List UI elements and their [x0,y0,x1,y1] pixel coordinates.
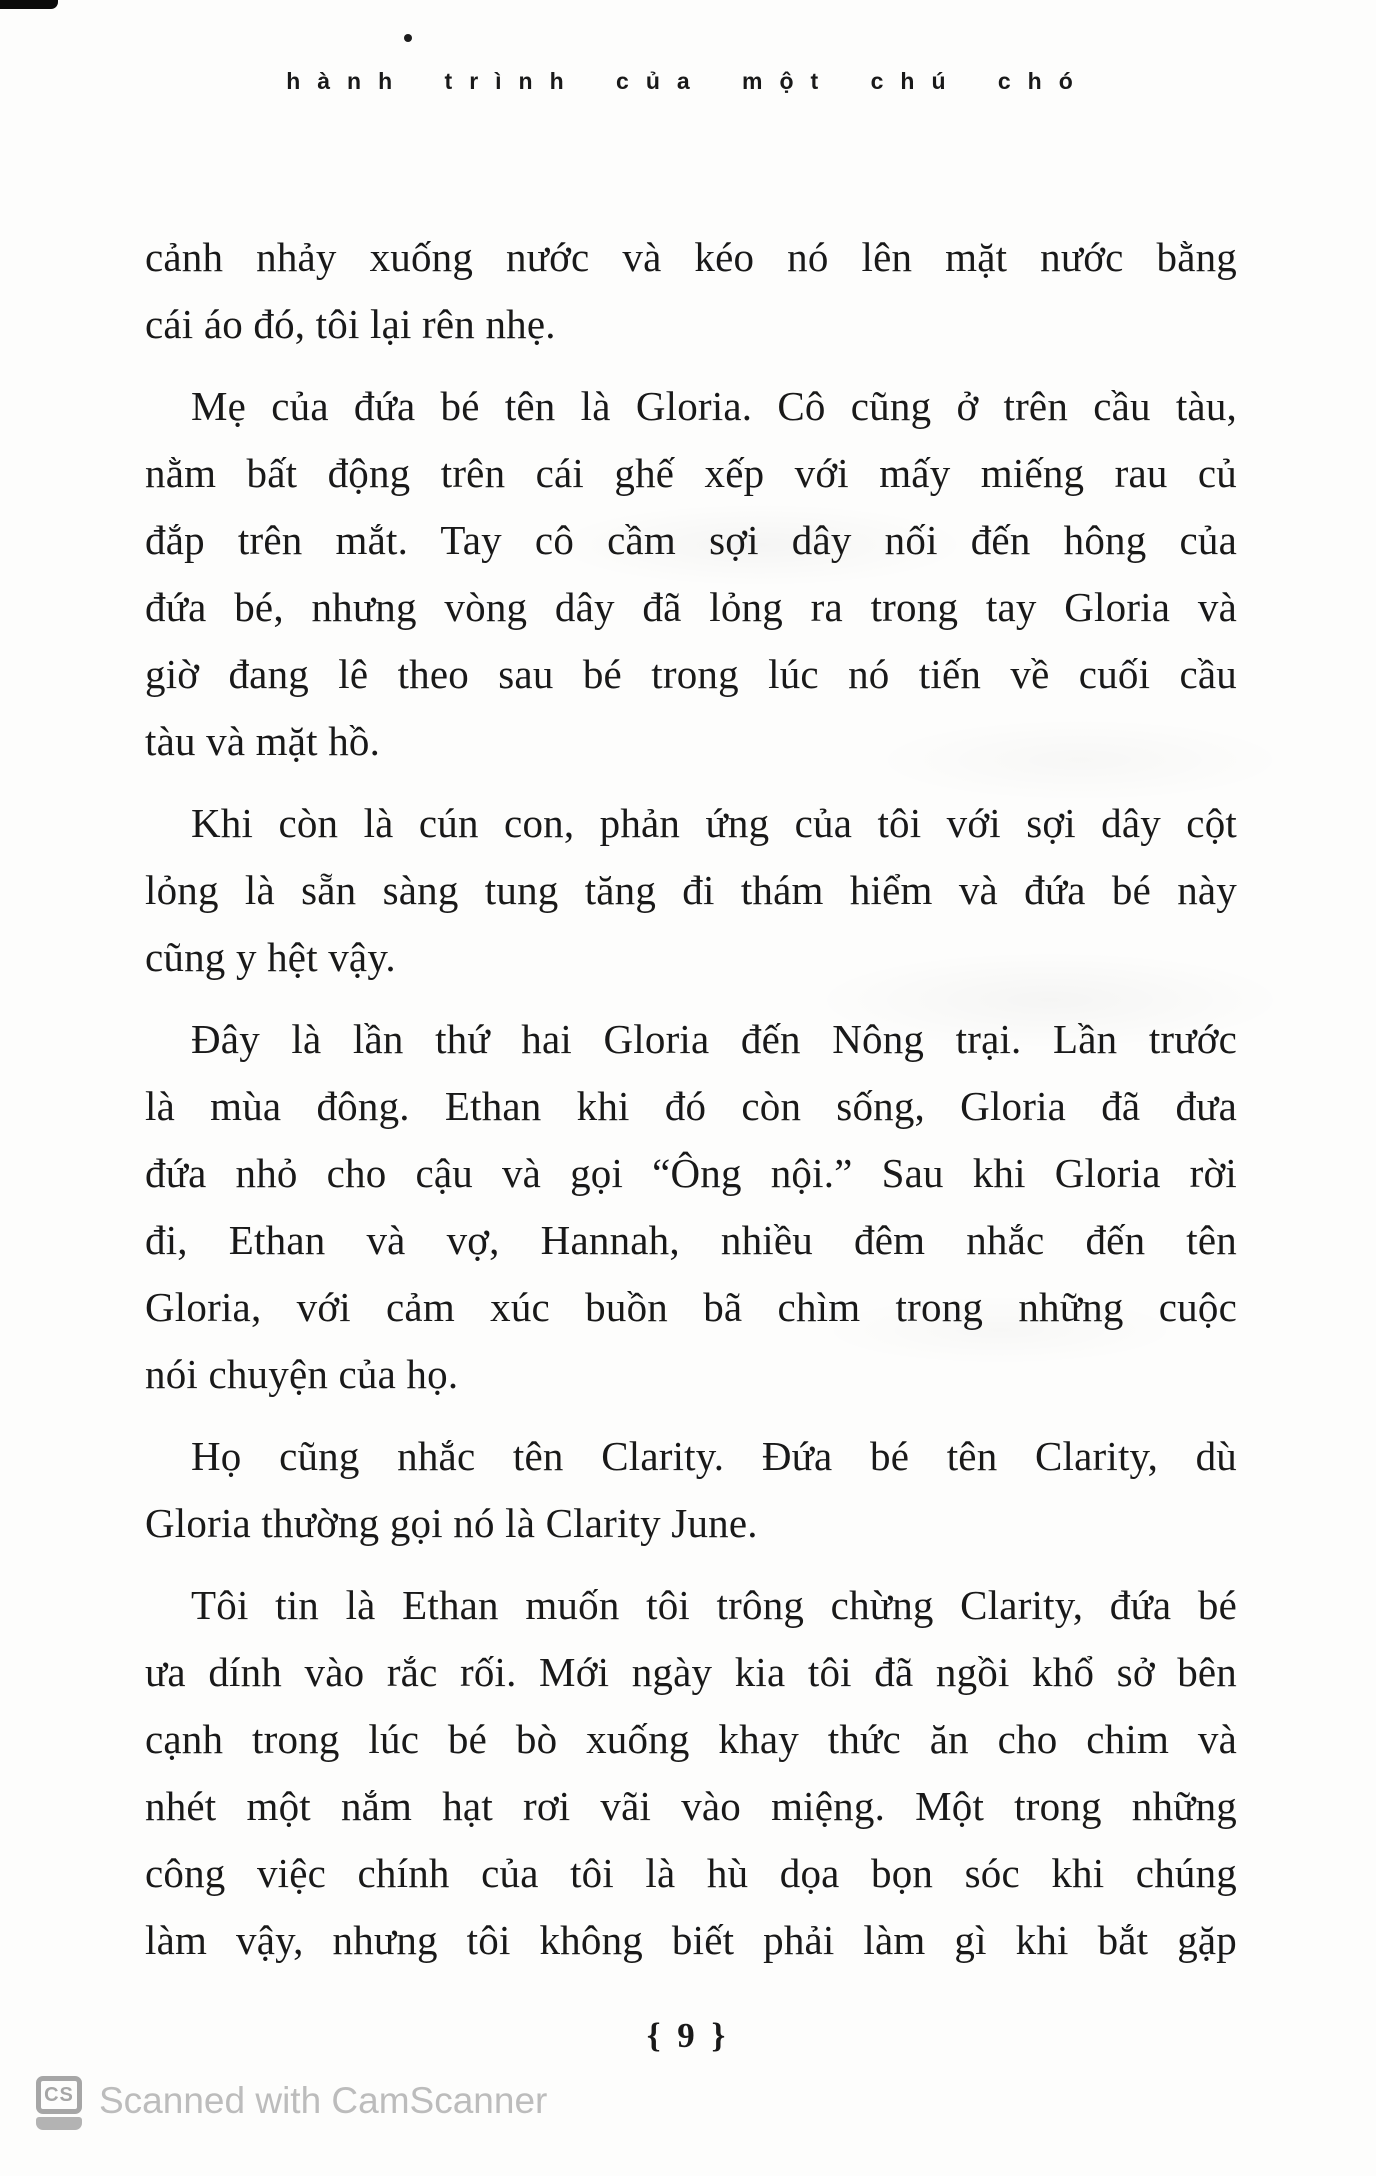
camscanner-logo-icon [36,2076,82,2130]
text-line: cảnh nhảy xuống nước và kéo nó lên mặt nước bằng [145,234,1237,280]
scan-speck-dot [404,34,412,42]
page-number: { 9 } [646,2016,730,2055]
text-line: lỏng là sẵn sàng tung tăng đi thám hiểm và đứa bé này [145,867,1237,913]
text-line: nhét một nắm hạt rơi vãi vào miệng. Một trong những [145,1783,1237,1829]
text-line: Họ cũng nhắc tên Clarity. Đứa bé tên Clarity, dù [191,1433,1237,1479]
text-line: cũng y hệt vậy. [145,934,396,980]
paragraph [145,1572,1237,1974]
running-header-title: hành trình của một chú chó [286,68,1090,94]
text-line: cạnh trong lúc bé bò xuống khay thức ăn cho chim và [145,1716,1237,1762]
text-line: nằm bất động trên cái ghế xếp với mấy miếng rau củ [145,450,1237,496]
text-line: Gloria thường gọi nó là Clarity June. [145,1500,758,1546]
paragraph [145,790,1237,991]
paragraph [145,1006,1237,1408]
text-line: là mùa đông. Ethan khi đó còn sống, Gloria đã đưa [145,1083,1237,1129]
text-line: làm vậy, nhưng tôi không biết phải làm gì khi bắt gặp [145,1917,1237,1963]
camscanner-logo-letters: CS [36,2076,82,2114]
camscanner-watermark [36,2076,547,2130]
text-line: Tôi tin là Ethan muốn tôi trông chừng Clarity, đứa bé [191,1582,1237,1628]
body-text-block [145,224,1237,1989]
paragraph [145,373,1237,775]
text-line: nói chuyện của họ. [145,1351,459,1397]
text-line: Gloria, với cảm xúc buồn bã chìm trong những cuộc [145,1284,1237,1330]
text-line: tàu và mặt hồ. [145,718,381,764]
watermark-label: Scanned with CamScanner [99,2080,548,2121]
text-line: Đây là lần thứ hai Gloria đến Nông trại. Lần trước [191,1016,1237,1062]
paragraph [145,224,1237,358]
text-line: Mẹ của đứa bé tên là Gloria. Cô cũng ở trên cầu tàu, [191,383,1237,429]
text-line: đứa bé, nhưng vòng dây đã lỏng ra trong tay Gloria và [145,584,1237,630]
text-line: đắp trên mắt. Tay cô cầm sợi dây nối đến hông của [145,517,1237,563]
text-line: đứa nhỏ cho cậu và gọi “Ông nội.” Sau khi Gloria rời [145,1150,1237,1196]
text-line: cái áo đó, tôi lại rên nhẹ. [145,301,556,347]
text-line: Khi còn là cún con, phản ứng của tôi với sợi dây cột [191,800,1237,846]
text-line: giờ đang lê theo sau bé trong lúc nó tiến về cuối cầu [145,651,1237,697]
text-line: ưa dính vào rắc rối. Mới ngày kia tôi đã ngồi khổ sở bên [145,1649,1237,1695]
scan-edge-artifact [0,0,58,9]
text-line: đi, Ethan và vợ, Hannah, nhiều đêm nhắc đến tên [145,1217,1237,1263]
paragraph [145,1423,1237,1557]
text-line: công việc chính của tôi là hù dọa bọn sóc khi chúng [145,1850,1237,1896]
camscanner-logo-base [36,2117,82,2130]
